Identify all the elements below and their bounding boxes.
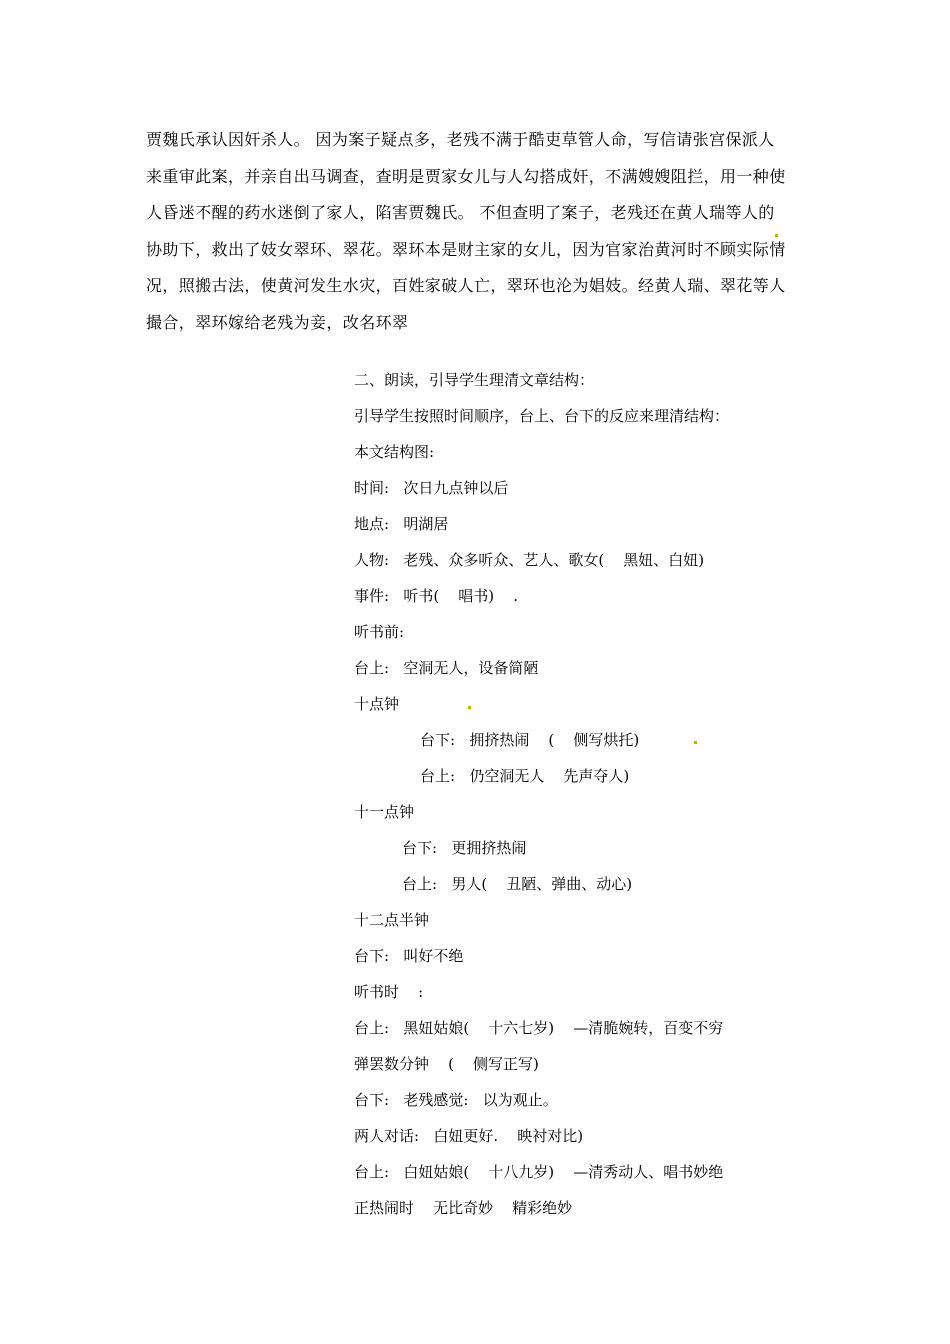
section-heading: 二、朗读，引导学生理清文章结构：: [354, 371, 595, 389]
marker-dot: [468, 706, 471, 709]
outline-line: 台上: 仍空洞无人 先声夺人): [420, 767, 630, 785]
outline-line: 正热闹时 无比奇妙 精彩绝妙: [354, 1199, 573, 1217]
paragraph-line: 来重审此案，并亲自出马调查，查明是贾家女儿与人勾搭成奸，不满嫂嫂阻拦，用一种使: [146, 166, 786, 186]
outline-line: 听书时 :: [354, 983, 424, 1001]
outline-line: 引导学生按照时间顺序，台上、台下的反应来理清结构：: [354, 407, 730, 425]
outline-line: 地点: 明湖居: [354, 515, 449, 533]
outline-line: 台上: 黑妞姑娘( 十六七岁) —清脆婉转，百变不穷: [354, 1019, 724, 1037]
outline-line: 弹罢数分钟 ( 侧写正写): [354, 1055, 539, 1073]
marker-dot: [694, 741, 697, 744]
outline-line: 台上: 空洞无人，设备简陋: [354, 659, 539, 677]
outline-line: 台下: 拥挤热闹 ( 侧写烘托): [420, 731, 640, 749]
paragraph-line: 贾魏氏承认因奸杀人。 因为案子疑点多，老残不满于酷吏草管人命，写信请张宫保派人: [146, 130, 775, 149]
outline-line: 听书前:: [354, 623, 405, 641]
outline-line: 本文结构图:: [354, 443, 435, 461]
marker-dot: [775, 234, 778, 237]
outline-line: 人物: 老残、众多听众、艺人、歌女( 黑妞、白妞): [354, 551, 705, 569]
outline-line: 十点钟: [354, 695, 400, 713]
outline-line: 十二点半钟: [354, 911, 430, 929]
summary-paragraph: [146, 122, 810, 341]
outline-line: 十一点钟: [354, 803, 415, 821]
outline-line: 台下: 更拥挤热闹: [402, 839, 527, 857]
paragraph-line: 协助下，救出了妓女翠环、翠花。翠环本是财主家的女儿，因为官家治黄河时不顾实际情: [146, 239, 786, 259]
outline-line: 时间: 次日九点钟以后: [354, 479, 509, 497]
paragraph-line: 人昏迷不醒的药水迷倒了家人，陷害贾魏氏。 不但查明了案子，老残还在黄人瑞等人的: [146, 203, 775, 222]
outline-line: 台上: 男人( 丑陋、弹曲、动心): [402, 875, 633, 893]
paragraph-line: 撮合，翠环嫁给老残为妾，改名环翠: [146, 312, 409, 332]
outline-line: 两人对话: 白妞更好. 映衬对比): [354, 1127, 584, 1145]
outline-line: 台下: 叫好不绝: [354, 947, 464, 965]
outline-line: 台下: 老残感觉: 以为观止。: [354, 1091, 558, 1109]
paragraph-line: 况，照搬古法，使黄河发生水灾，百姓家破人亡，翠环也沦为娼妓。经黄人瑞、翠花等人: [146, 276, 786, 295]
outline-line: 事件: 听书( 唱书) .: [354, 587, 518, 605]
outline-line: 台上: 白妞姑娘( 十八九岁) —清秀动人、唱书妙绝: [354, 1163, 724, 1181]
